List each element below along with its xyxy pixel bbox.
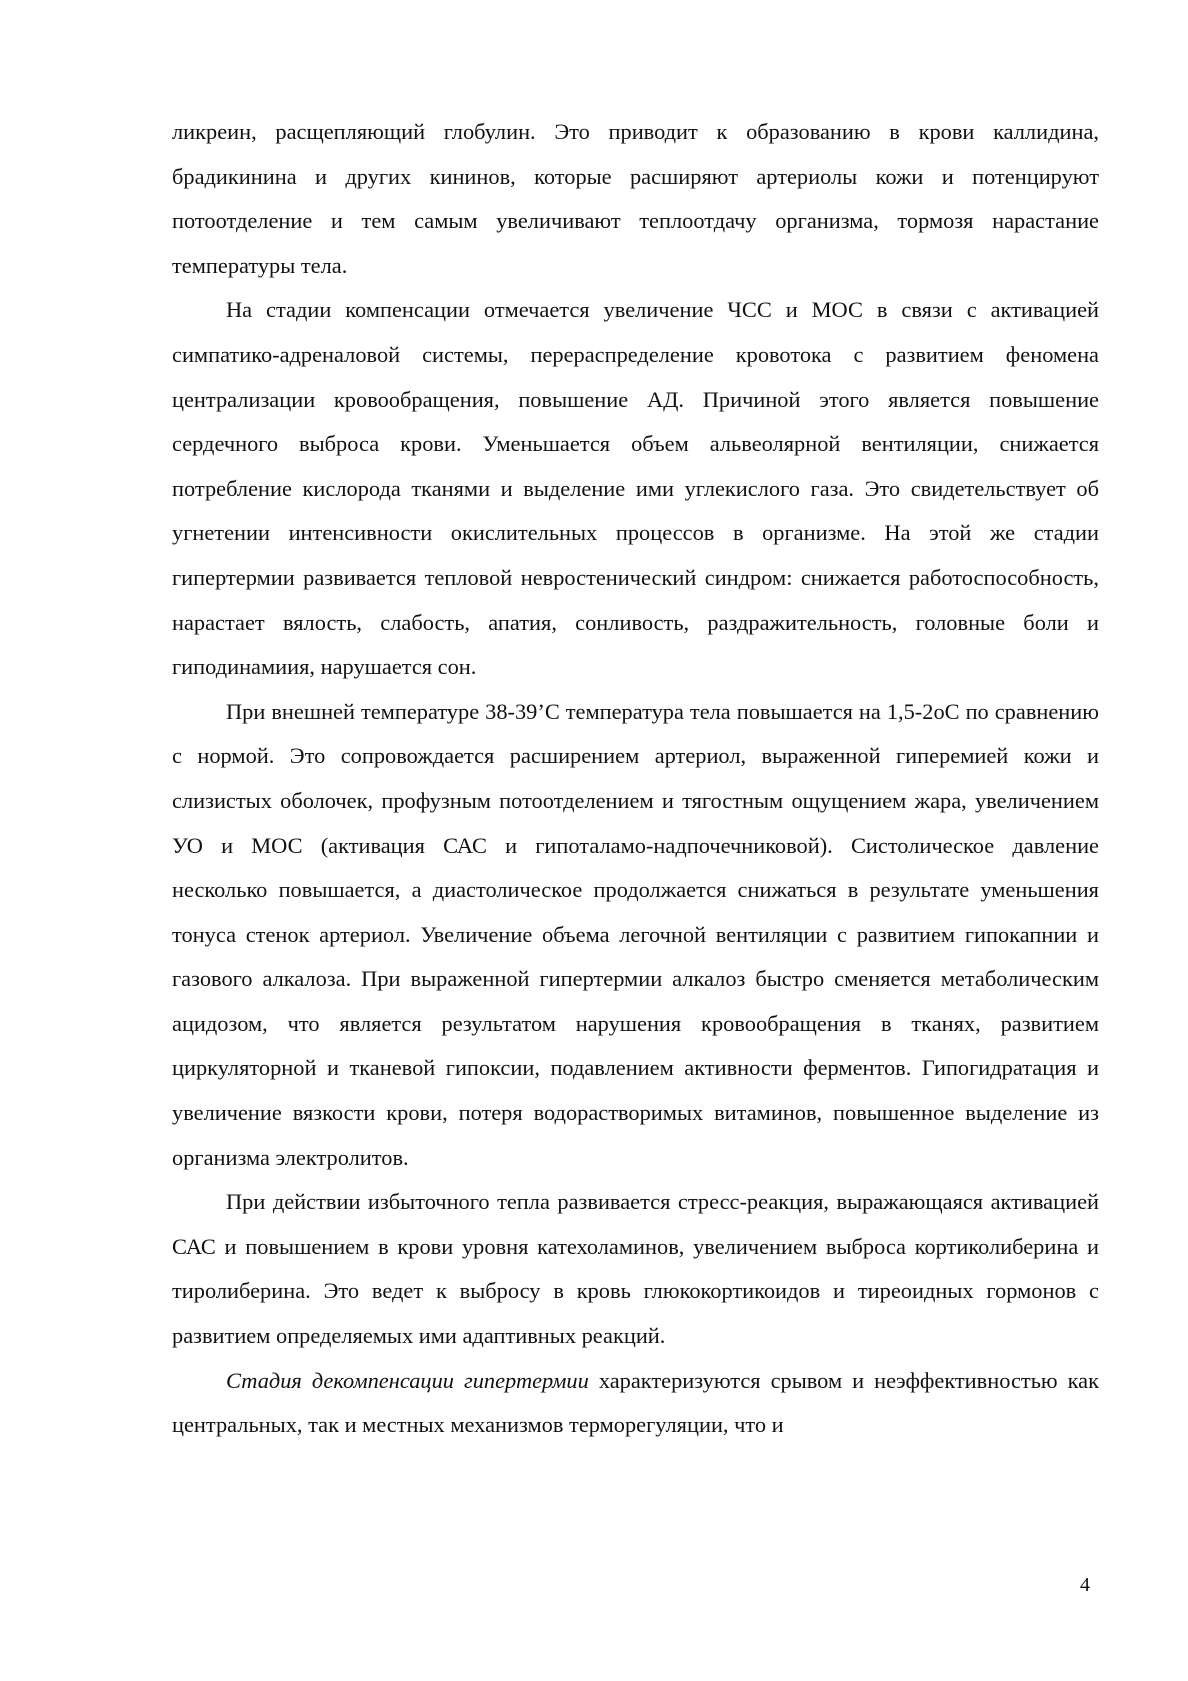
page-number: 4 [1080,1574,1090,1596]
paragraph-5 [172,1359,1099,1448]
paragraph-3: При внешней температуре 38-39’С температура тела повышается на 1,5-2оС по сравнению с нормой. Это сопровождается расширением артериол, выраженной гиперемией кожи и слизистых оболочек, профузным потоотделением и тягостным ощущением жара, увеличением УО и МОС (активация САС и гипоталамо-надпочечниковой). Систолическое давление несколько повышается, а диастолическое продолжается снижаться в результате уменьшения тонуса стенок артериол. Увеличение объема легочной вентиляции с развитием гипокапнии и газового алкалоза. При выраженной гипертермии алкалоз быстро сменяется метаболическим ацидозом, что является результатом нарушения кровообращения в тканях, развитием циркуляторной и тканевой гипоксии, подавлением активности ферментов. Гипогидратация и увеличение вязкости крови, потеря водорастворимых витаминов, повышенное выделение из организма электролитов. [172,698,1099,1170]
paragraph-1: ликреин, расщепляющий глобулин. Это приводит к образованию в крови каллидина, брадикинина и других кининов, которые расширяют артериолы кожи и потенцируют потоотделение и тем самым увеличивают теплоотдачу организма, тормозя нарастание температуры тела. [172,119,1099,278]
paragraph-5-italic-lead: Стадия декомпенсации гипертермии [226,1367,589,1393]
document-page [172,110,1099,1448]
paragraph-5-text: характеризуются срывом и неэффективностью как центральных, так и местных механизмов терморегуляции, что и [172,1367,1099,1438]
paragraph-4: При действии избыточного тепла развивается стресс-реакция, выражающаяся активацией САС и повышением в крови уровня катехоламинов, увеличением выброса кортиколиберина и тиролиберина. Это ведет к выбросу в кровь глюкокортикоидов и тиреоидных гормонов с развитием определяемых ими адаптивных реакций. [172,1189,1099,1349]
paragraph-2: На стадии компенсации отмечается увеличение ЧСС и МОС в связи с активацией симпатико-адреналовой системы, перераспределение кровотока с развитием феномена централизации кровообращения, повышение АД. Причиной этого является повышение сердечного выброса крови. Уменьшается объем альвеолярной вентиляции, снижается потребление кислорода тканями и выделение ими углекислого газа. Это свидетельствует об угнетении интенсивности окислительных процессов в организме. На этой же стадии гипертермии развивается тепловой невростенический синдром: снижается работоспособность, нарастает вялость, слабость, апатия, сонливость, раздражительность, головные боли и гиподинамиия, нарушается сон. [172,297,1099,680]
